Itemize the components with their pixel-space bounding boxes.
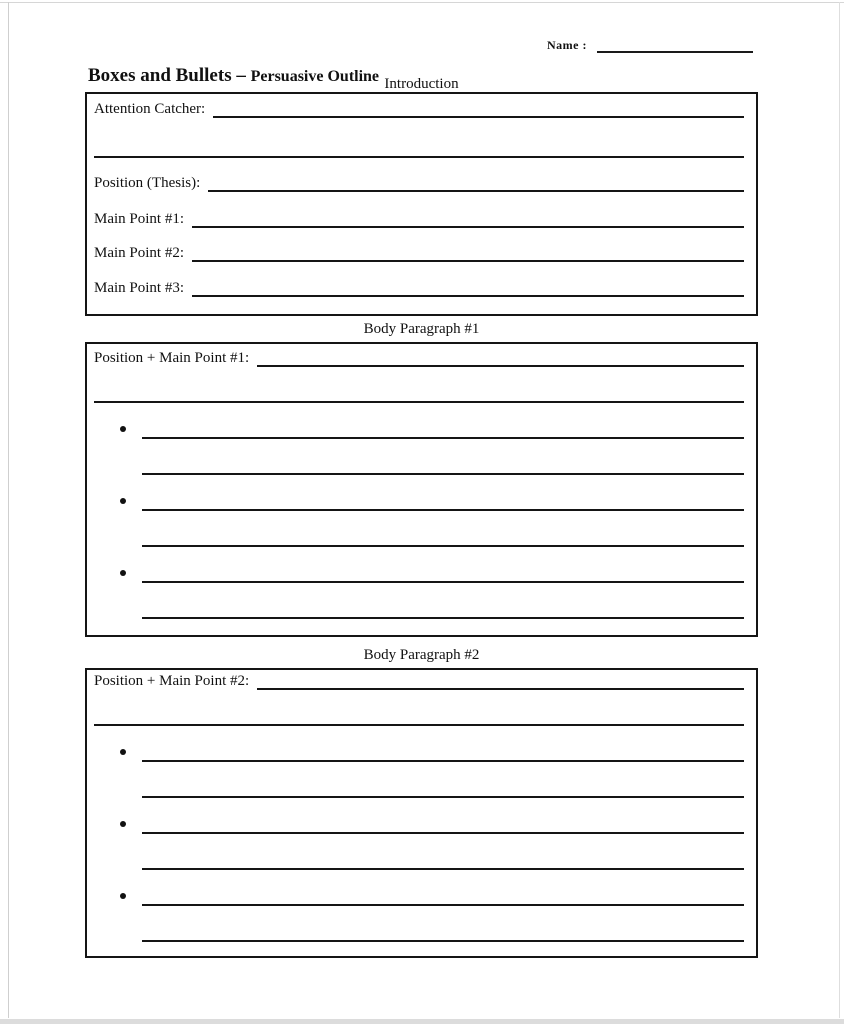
body1-bullet-3-row-2: [94, 583, 744, 619]
field-label-position-main-point-2: Position + Main Point #2:: [94, 673, 250, 689]
scan-edge-right: [839, 2, 840, 1018]
main-point-3-write-line: [192, 293, 744, 297]
field-main-point-1: [94, 192, 744, 228]
main-point-1-write-line: [192, 224, 744, 228]
field-position-main-point-1: [94, 344, 744, 367]
body2-bullet-1-line-1: [142, 758, 744, 762]
field-label-position-main-point-1: Position + Main Point #1:: [94, 350, 250, 366]
position-main-point-1-extra-line: [94, 401, 744, 403]
body2-bullet-2: [94, 798, 744, 834]
position-main-point-1-write-line: [257, 363, 744, 367]
position-main-point-2-write-line: [257, 686, 744, 690]
scan-edge-bottom: [0, 1019, 844, 1024]
body1-bullet-2-line-1: [142, 507, 744, 511]
body1-bullet-1-line-2: [142, 471, 744, 475]
body2-bullet-3-row-2: [94, 906, 744, 942]
body2-bullet-2-row-2: [94, 834, 744, 870]
bullet-icon: [120, 821, 126, 827]
section-header-body-paragraph-1: Body Paragraph #1: [363, 321, 480, 337]
body1-bullet-2-row-2: [94, 511, 744, 547]
field-attention-catcher: [94, 94, 744, 118]
field-main-point-2: [94, 228, 744, 262]
body1-bullet-2-line-2: [142, 543, 744, 547]
scan-edge-left: [8, 2, 9, 1018]
bullet-icon: [120, 749, 126, 755]
body2-bullet-2-line-1: [142, 830, 744, 834]
page-title-main: Boxes and Bullets –: [88, 65, 251, 86]
attention-catcher-extra-row: [94, 118, 744, 158]
field-position-thesis: [94, 158, 744, 192]
field-position-main-point-2: [94, 670, 744, 690]
body1-bullet-3-line-1: [142, 579, 744, 583]
section-introduction: [85, 76, 758, 316]
field-label-main-point-2: Main Point #2:: [94, 245, 185, 261]
body2-bullet-3: [94, 870, 744, 906]
body2-bullet-1-row-2: [94, 762, 744, 798]
field-label-position-thesis: Position (Thesis):: [94, 175, 201, 191]
section-body-paragraph-2: [85, 647, 758, 958]
position-thesis-write-line: [208, 188, 744, 192]
main-point-2-write-line: [192, 258, 744, 262]
bullet-icon: [120, 893, 126, 899]
body1-bullet-1-line-1: [142, 435, 744, 439]
body1-bullet-2: [94, 475, 744, 511]
body1-bullet-1: [94, 403, 744, 439]
position-main-point-2-extra-row: [94, 690, 744, 726]
bullet-icon: [120, 570, 126, 576]
introduction-box: [85, 92, 758, 316]
field-label-attention-catcher: Attention Catcher:: [94, 101, 206, 117]
field-label-main-point-1: Main Point #1:: [94, 211, 185, 227]
body2-bullet-1: [94, 726, 744, 762]
name-write-line: [597, 38, 753, 53]
section-header-body-paragraph-2: Body Paragraph #2: [363, 647, 480, 663]
field-label-main-point-3: Main Point #3:: [94, 280, 185, 296]
body-paragraph-1-box: [85, 342, 758, 637]
body1-bullet-3: [94, 547, 744, 583]
position-main-point-2-extra-line: [94, 724, 744, 726]
body2-bullet-1-line-2: [142, 794, 744, 798]
attention-catcher-write-line: [213, 114, 744, 118]
bullet-icon: [120, 426, 126, 432]
body2-bullet-3-line-1: [142, 902, 744, 906]
name-label: Name :: [547, 38, 587, 52]
field-main-point-3: [94, 262, 744, 297]
attention-catcher-extra-line: [94, 156, 744, 158]
position-main-point-1-extra-row: [94, 367, 744, 403]
body2-bullet-3-line-2: [142, 938, 744, 942]
bullet-icon: [120, 498, 126, 504]
section-body-paragraph-1: [85, 321, 758, 637]
body2-bullet-2-line-2: [142, 866, 744, 870]
body-paragraph-2-box: [85, 668, 758, 958]
scan-edge-top: [0, 2, 844, 3]
page-title-sub: Persuasive Outline: [250, 68, 380, 85]
body1-bullet-1-row-2: [94, 439, 744, 475]
name-row: [547, 38, 753, 53]
section-header-introduction: Introduction: [384, 76, 459, 92]
body1-bullet-3-line-2: [142, 615, 744, 619]
